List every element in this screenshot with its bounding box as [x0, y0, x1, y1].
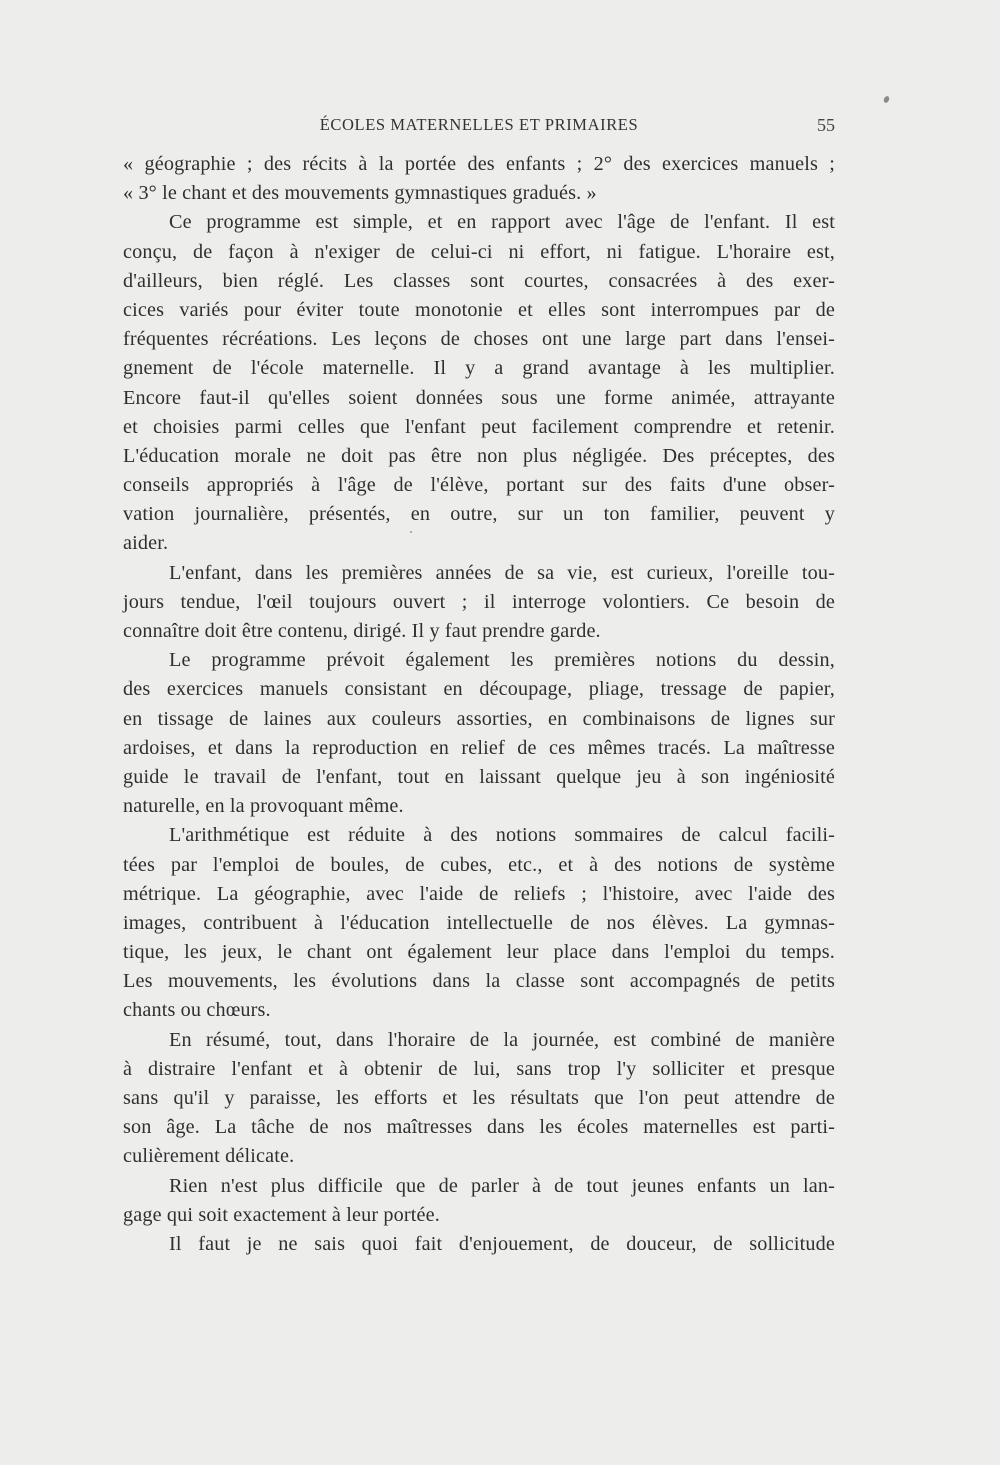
text-line: fréquentes récréations. Les leçons de choses ont une large part dans l'ensei- [123, 328, 835, 351]
text-line: tique, les jeux, le chant ont également leur place dans l'emploi du temps. [123, 941, 835, 964]
text-line: à distraire l'enfant et à obtenir de lui, sans trop l'y solliciter et presque [123, 1057, 835, 1080]
text-line: ardoises, et dans la reproduction en relief de ces mêmes tracés. La maîtresse [123, 736, 835, 759]
text-line: cices variés pour éviter toute monotonie et elles sont interrompues par de [123, 298, 835, 321]
running-head [123, 112, 835, 142]
text-line: en tissage de laines aux couleurs assorties, en combinaisons de lignes sur [123, 707, 835, 730]
text-line: métrique. La géographie, avec l'aide de reliefs ; l'histoire, avec l'aide des [123, 882, 835, 905]
text-line: conçu, de façon à n'exiger de celui-ci ni effort, ni fatigue. L'horaire est, [123, 240, 835, 263]
page-number: 55 [817, 115, 835, 135]
text-line: En résumé, tout, dans l'horaire de la journée, est combiné de manière [169, 1028, 835, 1051]
text-line: Les mouvements, les évolutions dans la classe sont accompagnés de petits [123, 970, 835, 993]
text-line: gage qui soit exactement à leur portée. [123, 1203, 440, 1226]
text-line: Le programme prévoit également les premières notions du dessin, [169, 649, 835, 672]
body-text [123, 150, 835, 1259]
text-line: et choisies parmi celles que l'enfant peut facilement comprendre et retenir. [123, 415, 835, 438]
running-title: ÉCOLES MATERNELLES ET PRIMAIRES [319, 115, 639, 134]
text-line: conseils appropriés à l'âge de l'élève, portant sur des faits d'une obser- [123, 474, 835, 497]
text-line: jours tendue, l'œil toujours ouvert ; il interroge volontiers. Ce besoin de [123, 590, 835, 613]
ink-speck [883, 95, 890, 103]
text-line: Il faut je ne sais quoi fait d'enjouement, de douceur, de sollicitude [169, 1232, 835, 1255]
text-line: Ce programme est simple, et en rapport avec l'âge de l'enfant. Il est [169, 211, 835, 234]
text-line: Encore faut-il qu'elles soient données sous une forme animée, attrayante [123, 386, 835, 409]
text-line: aider. [123, 532, 169, 555]
text-line: vation journalière, présentés, en outre, sur un ton familier, peuvent y [123, 503, 835, 526]
text-line: L'éducation morale ne doit pas être non plus négligée. Des préceptes, des [123, 444, 835, 467]
text-line: d'ailleurs, bien réglé. Les classes sont courtes, consacrées à des exer- [123, 269, 835, 292]
text-line: connaître doit être contenu, dirigé. Il y faut prendre garde. [123, 620, 601, 642]
text-line: L'arithmétique est réduite à des notions sommaires de calcul facili- [169, 824, 835, 847]
text-line: L'enfant, dans les premières années de sa vie, est curieux, l'oreille tou- [169, 561, 835, 584]
text-line: des exercices manuels consistant en découpage, pliage, tressage de papier, [123, 678, 835, 701]
text-line: « géographie ; des récits à la portée des enfants ; 2° des exercices manuels ; [123, 153, 835, 175]
text-line: culièrement délicate. [123, 1145, 295, 1168]
text-line: tées par l'emploi de boules, de cubes, etc., et à des notions de système [123, 853, 835, 876]
text-line: « 3° le chant et des mouvements gymnastiques gradués. » [123, 182, 597, 205]
text-line: son âge. La tâche de nos maîtresses dans les écoles maternelles est parti- [123, 1116, 835, 1139]
text-line: images, contribuent à l'éducation intellectuelle de nos élèves. La gymnas- [123, 911, 835, 934]
text-line: sans qu'il y paraisse, les efforts et les résultats que l'on peut attendre de [123, 1087, 835, 1109]
text-line: guide le travail de l'enfant, tout en laissant quelque jeu à son ingéniosité [123, 765, 835, 788]
text-line: Rien n'est plus difficile que de parler à de tout jeunes enfants un lan- [169, 1174, 835, 1197]
text-line: chants ou chœurs. [123, 999, 271, 1022]
text-line: gnement de l'école maternelle. Il y a grand avantage à les multiplier. [123, 357, 835, 380]
text-line: naturelle, en la provoquant même. [123, 795, 404, 818]
